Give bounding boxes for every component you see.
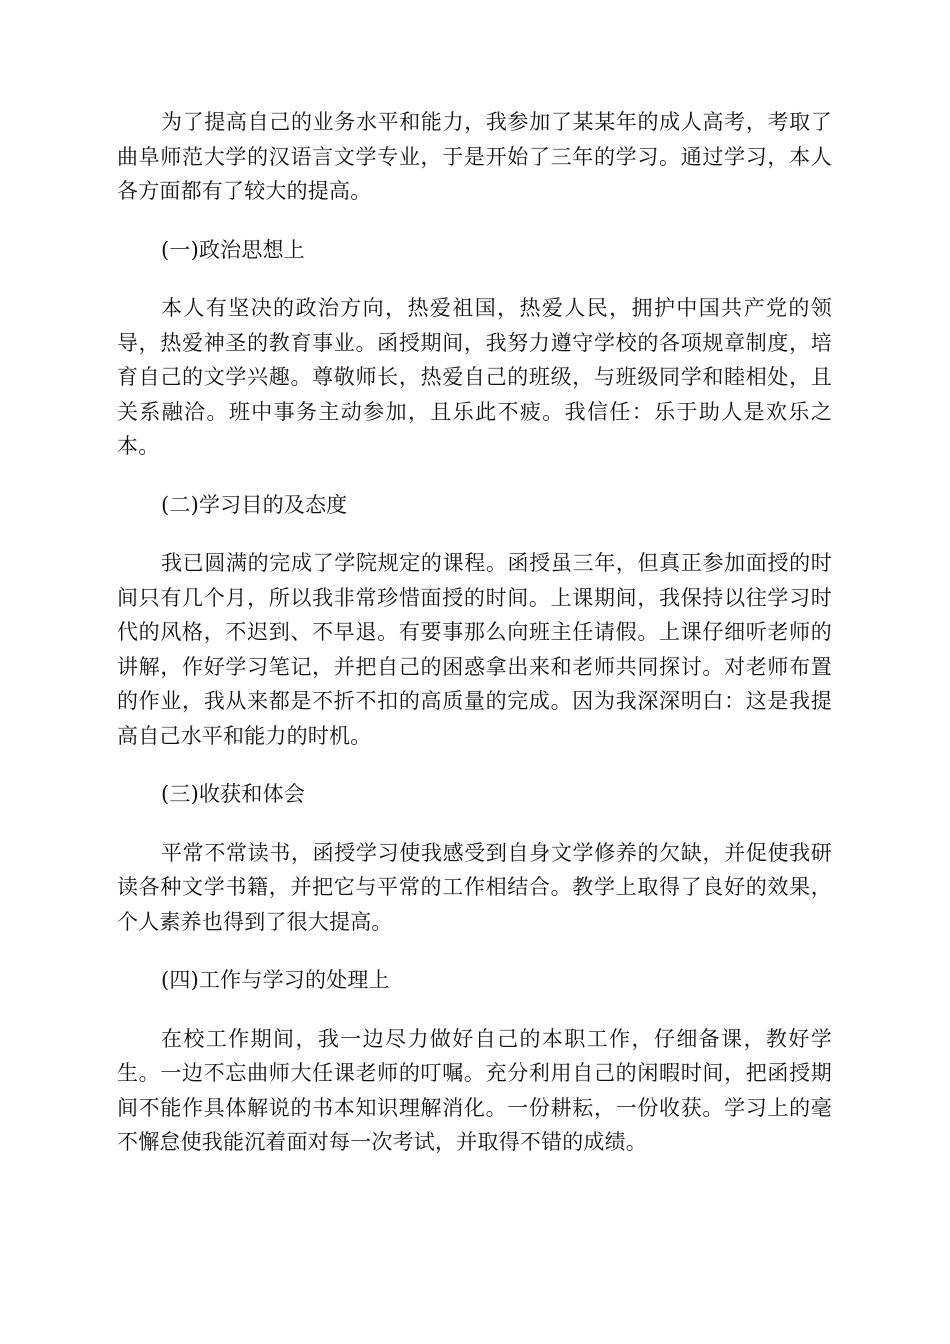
section-heading-work-study: (四)工作与学习的处理上 [161,968,390,992]
section-heading-political: (一)政治思想上 [161,237,305,262]
gains-paragraph: 平常不常读书，函授学习使我感受到自身文学修养的欠缺，并促使我研读各种文学书籍，并把它与平常的工作相结合。教学上取得了良好的效果，个人素养也得到了很大提高。 [117,840,832,934]
study-purpose-paragraph: 我已圆满的完成了学院规定的课程。函授虽三年，但真正参加面授的时间只有几个月，所以我非常珍惜面授的时间。上课期间，我保持以往学习时代的风格，不迟到、不早退。有要事那么向班主任请假。上课仔细听老师的讲解，作好学习笔记，并把自己的困惑拿出来和老师共同探讨。对老师布置的作业，我从来都是不折不扣的高质量的完成。因为我深深明白：这是我提高自己水平和能力的时机。 [117,551,832,748]
work-study-paragraph: 在校工作期间，我一边尽力做好自己的本职工作，仔细备课，教好学生。一边不忘曲师大任课老师的叮嘱。充分利用自己的闲暇时间，把函授期间不能作具体解说的书本知识理解消化。一份耕耘，一份收获。学习上的毫不懈怠使我能沉着面对每一次考试，并取得不错的成绩。 [117,1026,832,1154]
intro-paragraph: 为了提高自己的业务水平和能力，我参加了某某年的成人高考，考取了曲阜师范大学的汉语言文学专业，于是开始了三年的学习。通过学习，本人各方面都有了较大的提高。 [117,110,832,203]
political-paragraph: 本人有坚决的政治方向，热爱祖国，热爱人民，拥护中国共产党的领导，热爱神圣的教育事业。函授期间，我努力遵守学校的各项规章制度，培育自己的文学兴趣。尊敬师长，热爱自己的班级，与班级同学和睦相处，且关系融洽。班中事务主动参加，且乐此不疲。我信任：乐于助人是欢乐之本。 [117,296,832,458]
section-heading-study-purpose: (二)学习目的及态度 [161,492,348,517]
section-heading-gains: (三)收获和体会 [161,782,305,806]
